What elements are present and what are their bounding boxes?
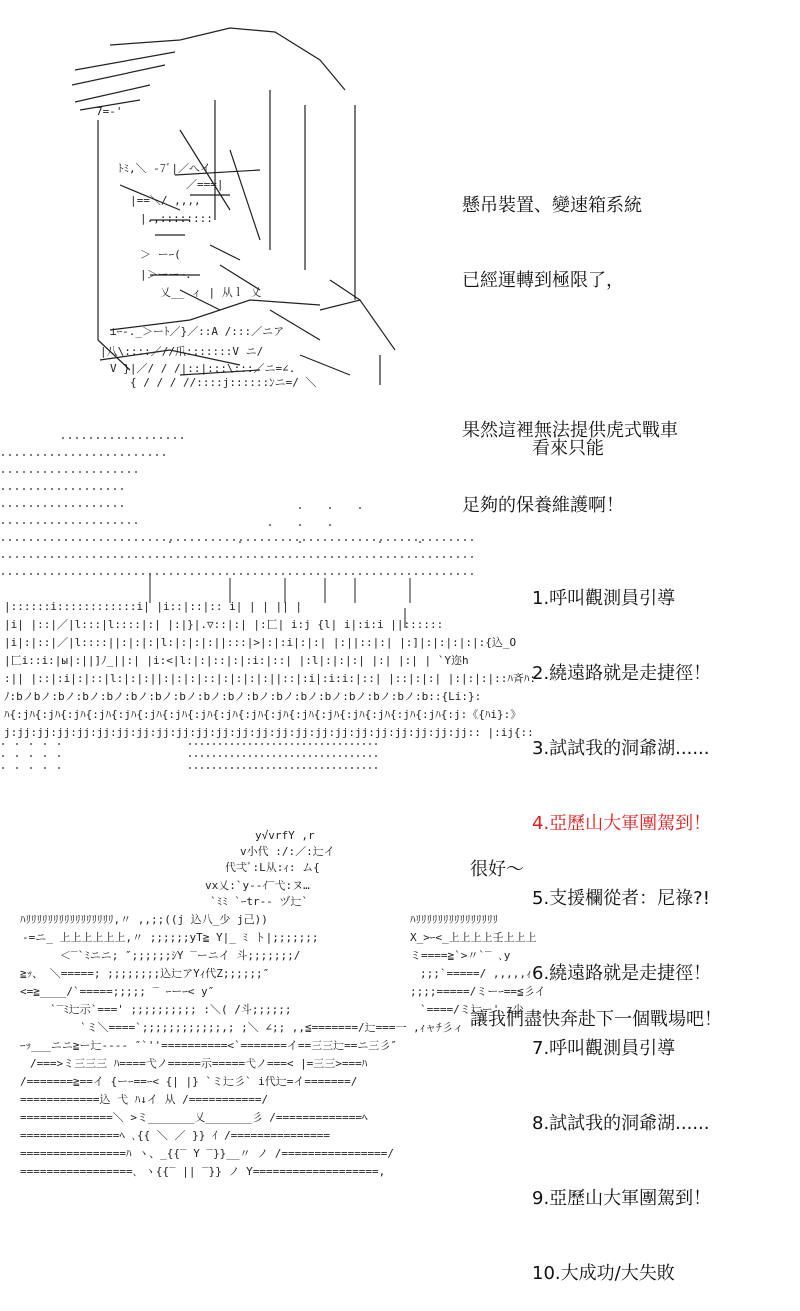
svg-text:`‾ﾐ辷示`===' ;;;;;;;;;; :＼(: `‾ﾐ辷示`===' ;;;;;;;;;; :＼( /斗;;;;;; [50,1003,292,1016]
svg-text:==============＼ >ミ_______乂__: ==============＼ >ミ_______乂_______彡 /=============ﾍ [20,1111,368,1124]
svg-text::|| |::|:i|:|::|l:|:|:||:|:|:|: :|| |::|:i|:|::|l:|:|:||:|:|:|::|:|:|:|:||::|:i|:i:i:|::| |::|:|:| |:|:|:|::ﾊ斉ﾊ: [4,672,536,685]
svg-text:`ミ＼====`;;;;;;;;;;;;,; ;＼ ∠;;: `ミ＼====`;;;;;;;;;;;;,; ;＼ ∠;; ,,≦=======/辷===一 ,ｨャﾁ彡ィ [80,1021,464,1034]
svg-text:vx乂:`y--ｲ‾弋:ヌ…: vx乂:`y--ｲ‾弋:ヌ… [205,879,310,892]
option-list-item-highlighted: 4.亞歷山大軍團駕到！ [532,813,712,834]
svg-text:⊥ｰ-._＞ーﾄ／}／::A /:::／ニア: ⊥ｰ-._＞ーﾄ／}／::A /:::／ニア [110,325,285,338]
panel3-line: 讓我們盡快奔赴下一個戰場吧！ [470,1009,722,1030]
svg-text:============込 弋 ﾊ↓イ: ============込 弋 ﾊ↓イ 从 /===========/ [20,1093,269,1106]
svg-text:|==＼/ ,,,,: |==＼/ ,,,, [130,194,201,207]
panel1-line: 已經運轉到極限了， [462,270,624,291]
panel1-gap [462,343,678,368]
svg-text:|＞ーーｰ.: |＞ーーｰ. [140,268,192,281]
svg-text:／===|: ／===| [186,178,224,191]
svg-text:================ﾊ ヽ、_{{‾ Y: ================ﾊ ヽ、_{{‾ Y ‾}}__〃 ノ /================/ [20,1147,395,1160]
option-list-item: 9.亞歷山大軍團駕到！ [532,1188,712,1209]
svg-text:ﾉ:bノbノ:bノ:bノ:bノ:bノ:bノ:bノ:bノ:bノ: ﾉ:bノbノ:bノ:bノ:bノ:bノ:bノ:bノ:bノ:bノ:bノ:bノ:bノ:bノ:bノ:bノ:bノ:b::{Li:}: [4,690,482,703]
svg-text:|i| |::|／|l:::|l::::|:| |:|}|: |i| |::|／|l:::|l::::|:| |:|}|.▽::|:| |:匚| i:j {l| i|:i:i ||:::::: [4,618,444,631]
option-list-item: 5.支援欄從者：尼祿?! [532,888,710,909]
ascii-art-landscape [0,428,536,773]
option-list-item: 10.大成功/大失敗 [532,1263,675,1284]
svg-text:代弌ﾞ:L从:ｨ: ム{: 代弌ﾞ:L从:ｨ: ム{ [225,861,320,874]
panel1-line: 果然這裡無法提供虎式戰車 [462,420,678,441]
svg-text:{ / / / //::::j::::::ﾝニ=/ ＼: { / / / //::::j::::::ﾝニ=/ ＼ [130,376,317,389]
svg-text:ミ====≧`>〃`‾ ､y: ミ====≧`>〃`‾ ､y [410,949,511,962]
svg-text:X_>ｰ<_上上上上壬上上上: X_>ｰ<_上上上上壬上上上 [410,931,537,944]
option-list-item: 3.試試我的洞爺湖...... [532,738,710,759]
svg-text:乂__ ィ | 从ｌ 乂: 乂__ ィ | 从ｌ 乂 [160,286,262,299]
svg-text:7=-': 7=-' [96,105,123,118]
svg-text:`ﾐﾐ `ｰtr‐‐ ヅ辷`: `ﾐﾐ `ｰtr‐‐ ヅ辷` [210,895,309,908]
panel2-intro: 看來只能 [532,438,604,459]
option-list-item: 1.呼叫觀測員引導 [532,588,676,609]
svg-text:V }|／/ / /|::|:::\:::／ニ=∠.: V }|／/ / /|::|:::\:::／ニ=∠. [110,362,296,375]
svg-text:-=ニ_ 上上上上上上,〃 ;;;;;;yT≧ Y|_ ﾐ: -=ニ_ 上上上上上上,〃 ;;;;;;yT≧ Y|_ ﾐ ト|;;;;;;; [22,931,319,944]
panel2-gap [532,511,711,536]
panel3-gap [470,932,722,957]
svg-text:y√vrfY ,r: y√vrfY ,r [255,829,315,842]
svg-text:≧ｯ、 ＼=====; ;;;;;;;;込辷アYｨ代Z;;: ≧ｯ、 ＼=====; ;;;;;;;;込辷アYｨ代Z;;;;;;″ [20,967,270,980]
svg-text:|i|:|::|／|l::::||:|:|:|l:|:|:|: |i|:|::|／|l::::||:|:|:|l:|:|:|:||:::|>|:|:i|:|:| |:||::|:| |:]|:|:|:|:|:{込_O [4,636,517,649]
option-list-item: 7.呼叫觀測員引導 [532,1038,676,1059]
svg-text:=================､ ヽ{{‾ ||: =================､ ヽ{{‾ || ‾}} ノ Y===================, [20,1165,386,1178]
svg-text:ｰｯ___ニニ≧ー辷---- ″`''==========<: ｰｯ___ニニ≧ー辷---- ″`''==========<`=======イ==三三辷==ニ三彡″ [20,1039,398,1052]
svg-text:＞ ーｰ(: ＞ ーｰ( [140,248,181,261]
ascii-art-character-top [0,10,440,390]
svg-text:|八\::::／//爪:::::::V ニ/: |八\::::／//爪:::::::V ニ/ [100,345,264,358]
svg-text:/=======≧==イ {ーｰ==ｰ< {| |}: /=======≧==イ {ーｰ==ｰ< {| |} `ミ辷彡` i代辷=イ=======/ [20,1075,358,1088]
svg-text:ﾊ{:jﾊ{:jﾊ{:jﾊ{:jﾊ{:jﾊ{:jﾊ{:jﾊ{: ﾊ{:jﾊ{:jﾊ{:jﾊ{:jﾊ{:jﾊ{:jﾊ{:jﾊ{:jﾊ{:jﾊ{:jﾊ{:jﾊ{:jﾊ{:jﾊ{:jﾊ{:jﾊ{:jﾊ{:jﾊ{:j:《{ﾊi}:》 [4,708,522,721]
svg-text:ﾊﾘﾘﾘﾘﾘﾘﾘﾘﾘﾘﾘﾘﾘﾘﾘﾘ,〃 ,,;;((j: ﾊﾘﾘﾘﾘﾘﾘﾘﾘﾘﾘﾘﾘﾘﾘﾘﾘ,〃 ,,;;((j 込八_少 j己)) [20,913,268,926]
option-list-item: 8.試試我的洞爺湖...... [532,1113,710,1134]
panel1-line: 懸吊裝置、變速箱系統 [462,195,642,216]
panel3-dialogue [470,807,722,1057]
svg-text:/===>ミ三三三 ﾊ====弋ノ=====示=====弋ノ: /===>ミ三三三 ﾊ====弋ノ=====示=====弋ノ===< |=三三>===ﾊ [30,1057,368,1070]
svg-text:;;;;=====/ミーｰ==≦彡イ: ;;;;=====/ミーｰ==≦彡イ [410,985,546,998]
svg-text:v小代 :/:／:辷イ: v小代 :/:／:辷イ [240,845,335,858]
panel1-line: 足夠的保養維護啊！ [462,495,624,516]
svg-text:`====/ミ辷ー' z少: `====/ミ辷ー' z少 [420,1003,524,1016]
option-list-item: 6.繞遠路就是走捷徑！ [532,963,712,984]
svg-text:;;;`=====/ ,,,,,ｨ: ;;;`=====/ ,,,,,ｨ [420,967,532,980]
svg-text:ﾊﾘﾘﾘﾘﾘﾘﾘﾘﾘﾘﾘﾘﾘﾘﾘ: ﾊﾘﾘﾘﾘﾘﾘﾘﾘﾘﾘﾘﾘﾘﾘﾘ [410,913,498,926]
svg-text:|::::::i::::::::::::i| |i::|::: |::::::i::::::::::::i| |i::|::|:: i| | | || | [4,600,303,613]
svg-text:|.,::::::::: |.,:::::::: [140,212,213,225]
svg-text:|匚i::i:|ы|:||]ﾉ_||:| |i:<|l:|:: |匚i::i:|ы|:||]ﾉ_||:| |i:<|l:|:|::|:|:i:|::| |:l|:|:|:| |:| |:| | `Y迩h [4,654,469,667]
svg-text:===============ﾍ ､{{ ＼: ===============ﾍ ､{{ ＼ ／ }} ｲ /=============== [20,1129,331,1142]
svg-text:<=≧____/`=====;;;;; ‾ ｰーｰ< y: <=≧____/`=====;;;;; ‾ ｰーｰ< y″ [20,985,215,998]
svg-text:j:jj:jj:jj:jj:jj:jj:jj:jj:jj:j: j:jj:jj:jj:jj:jj:jj:jj:jj:jj:jj:jj:jj:jj:jj:jj:jj:jj:jj:jj:jj:jj:jj:jj:: |:ij{:: [4,726,534,739]
panel3-line: 很好～ [470,859,524,880]
svg-text:ﾄﾐ,＼ -7ﾞ|／へイ: ﾄﾐ,＼ -7ﾞ|／へイ [118,162,212,175]
option-list-item: 2.繞遠路就是走捷徑！ [532,663,712,684]
svg-text:＜‾`ﾐニニ; ″;;;;;;ｼY ‾ーニイ 斗;;;: ＜‾`ﾐニニ; ″;;;;;;ｼY ‾ーニイ 斗;;;;;;;/ [60,949,301,962]
